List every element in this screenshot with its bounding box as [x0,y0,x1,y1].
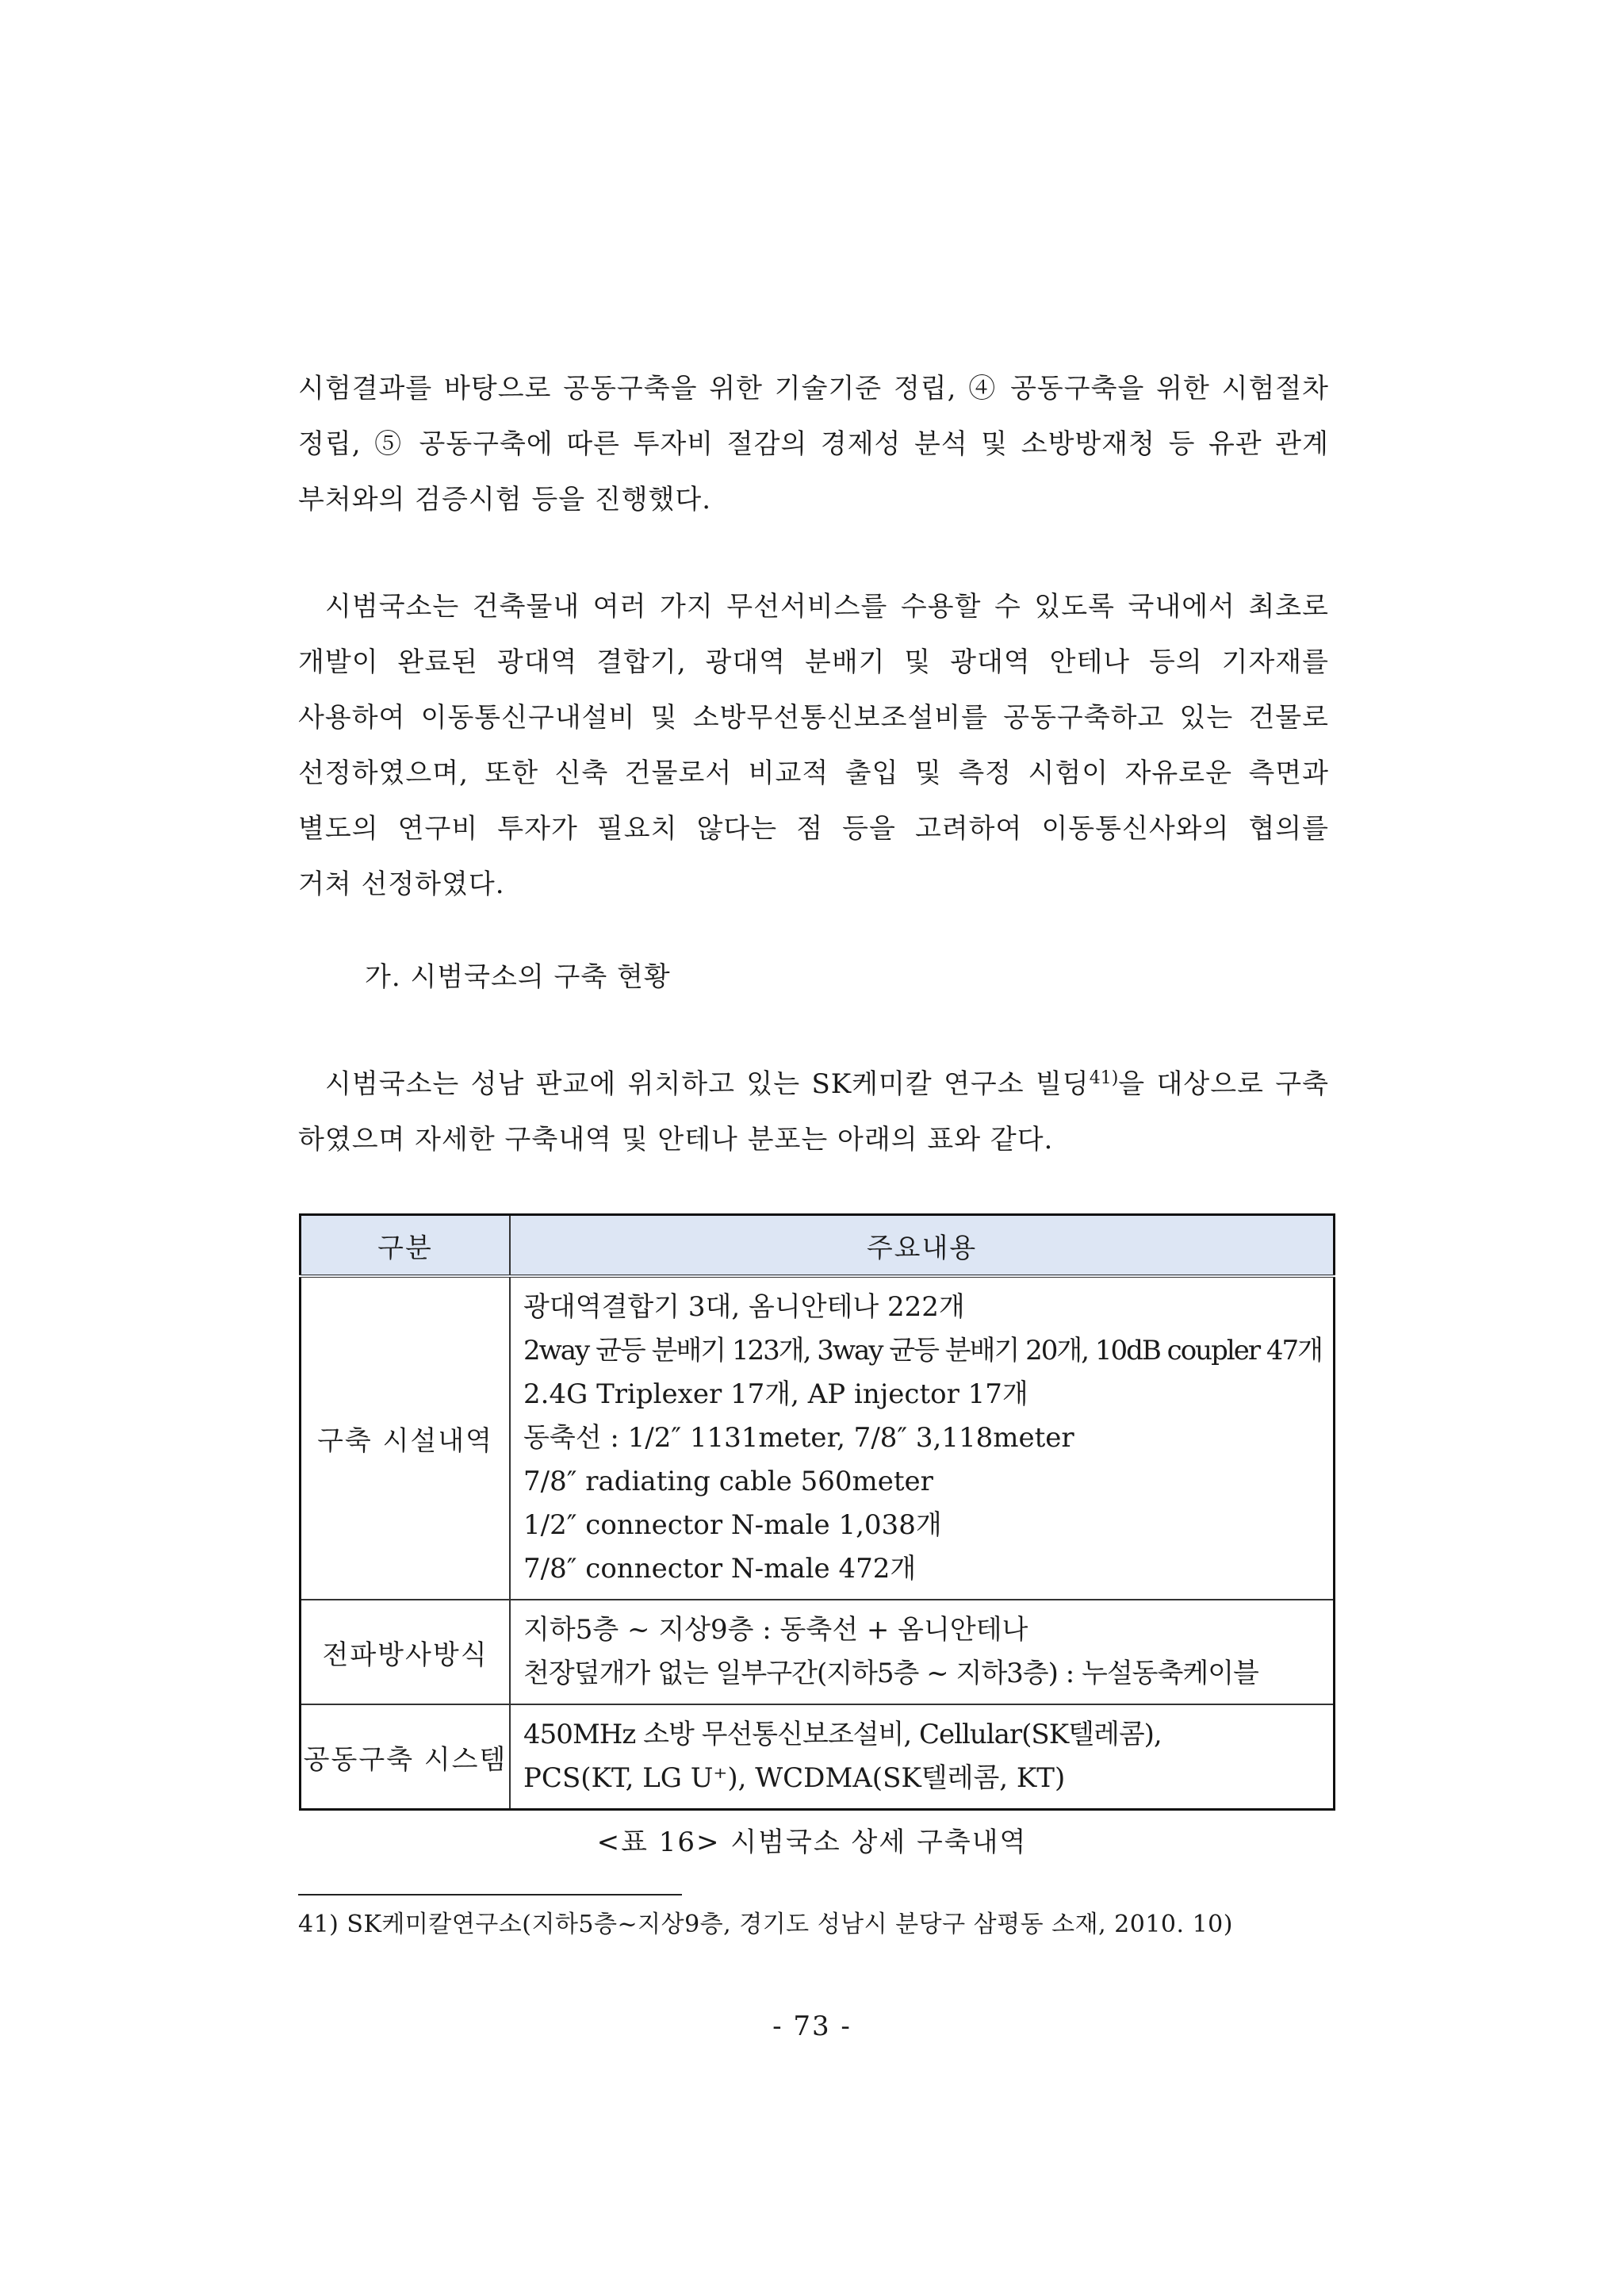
text-segment: 을 대상으로 구축 [1118,1068,1329,1100]
text-line: 별도의 연구비 투자가 필요치 않다는 점 등을 고려하여 이동통신사와의 협의를 [298,813,1329,845]
page-number: - 73 - [772,2010,852,2042]
content-line: 1/2″ connector N-male 1,038개 [523,1509,942,1541]
text-line [298,1051,1329,1112]
footnote-reference: 41) [1089,1068,1119,1088]
paragraph-3 [298,1051,1329,1167]
content-line: 천장덮개가 없는 일부구간(지하5층 ~ 지하3층) : 누설동축케이블 [523,1658,1258,1689]
text-line: 거쳐 선정하였다. [298,868,505,900]
paragraph-2 [298,579,1329,912]
text-segment: 시범국소는 성남 판교에 위치하고 있는 SK케미칼 연구소 빌딩 [325,1068,1090,1100]
content-line: 7/8″ radiating cable 560meter [523,1466,933,1497]
table-row [301,1600,1335,1704]
row-content [510,1600,1334,1704]
row-content [510,1276,1334,1600]
row-content [510,1704,1334,1810]
construction-details-table [299,1213,1335,1811]
table-header-row [301,1215,1335,1277]
text-line: 개발이 완료된 광대역 결합기, 광대역 분배기 및 광대역 안테나 등의 기자재를 [298,646,1329,678]
content-line: 동축선 : 1/2″ 1131meter, 7/8″ 3,118meter [523,1422,1074,1454]
content-line: 2way 균등 분배기 123개, 3way 균등 분배기 20개, 10dB coupler 47개 [523,1335,1322,1366]
table-caption: <표 16> 시범국소 상세 구축내역 [596,1826,1028,1858]
text-line: 부처와의 검증시험 등을 진행했다. [298,484,712,516]
footnote-divider [298,1894,682,1895]
text-line: 선정하였으며, 또한 신축 건물로서 비교적 출입 및 측정 시험이 자유로운 측면과 [298,757,1329,789]
content-line: 450MHz 소방 무선통신보조설비, Cellular(SK텔레콤), [523,1719,1162,1750]
text-line: 하였으며 자세한 구축내역 및 안테나 분포는 아래의 표와 같다. [298,1124,1054,1156]
section-heading: 가. 시범국소의 구축 현황 [365,961,671,993]
text-line: 시험결과를 바탕으로 공동구축을 위한 기술기준 정립, ④ 공동구축을 위한 시험절차 [298,373,1329,404]
paragraph-1 [298,361,1329,527]
column-header-category: 구분 [301,1215,511,1277]
table-row [301,1704,1335,1810]
content-line: PCS(KT, LG U⁺), WCDMA(SK텔레콤, KT) [523,1762,1066,1794]
content-line: 광대역결합기 3대, 옴니안테나 222개 [523,1291,965,1323]
content-line: 지하5층 ~ 지상9층 : 동축선 + 옴니안테나 [523,1614,1028,1646]
table-row [301,1276,1335,1600]
footnote: 41) SK케미칼연구소(지하5층~지상9층, 경기도 성남시 분당구 삼평동 소재, 2010. 10) [298,1911,1233,1938]
content-line: 2.4G Triplexer 17개, AP injector 17개 [523,1378,1028,1410]
content-line: 7/8″ connector N-male 472개 [523,1553,917,1585]
text-line: 시범국소는 건축물내 여러 가지 무선서비스를 수용할 수 있도록 국내에서 최초로 [325,591,1329,623]
text-line: 정립, ⑤ 공동구축에 따른 투자비 절감의 경제성 분석 및 소방방재청 등 유관 관계 [298,428,1329,460]
row-category: 공동구축 시스템 [301,1704,511,1810]
text-line: 사용하여 이동통신구내설비 및 소방무선통신보조설비를 공동구축하고 있는 건물로 [298,702,1329,734]
column-header-content: 주요내용 [510,1215,1334,1277]
row-category: 구축 시설내역 [301,1276,511,1600]
row-category: 전파방사방식 [301,1600,511,1704]
